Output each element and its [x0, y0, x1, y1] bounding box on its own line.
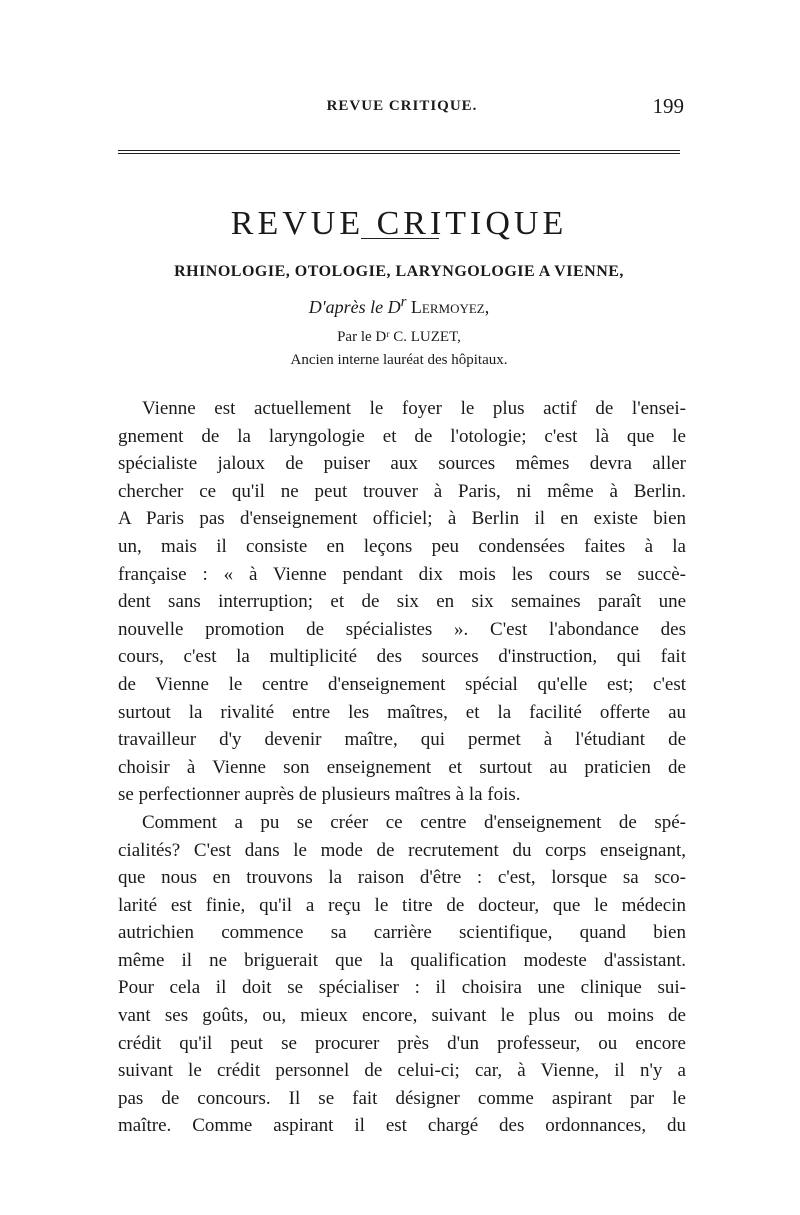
paragraph [118, 809, 686, 1140]
text-line: crédit qu'il peut se procurer près d'un professeur, ou encore [118, 1032, 686, 1054]
text-line: travailleur d'y devenir maître, qui permet à l'étudiant de [118, 729, 686, 751]
text-line: vant ses goûts, ou, mieux encore, suivant le plus ou moins de [118, 1005, 686, 1027]
text-line: autrichien commence sa carrière scientifique, quand bien [118, 922, 686, 944]
text-line: choisir à Vienne son enseignement et surtout au praticien de [118, 756, 686, 778]
text-line: surtout la rivalité entre les maîtres, et la facilité offerte au [118, 701, 686, 723]
attribution [118, 294, 680, 318]
author-affiliation: Ancien interne lauréat des hôpitaux. [290, 352, 508, 368]
text-line: se perfectionner auprès de plusieurs maîtres à la fois. [118, 784, 521, 806]
body-text [118, 395, 686, 1140]
text-line: Comment a pu se créer ce centre d'enseignement de spé- [142, 811, 686, 833]
title-rule [361, 238, 439, 239]
text-line: gnement de la laryngologie et de l'otologie; c'est là que le [118, 425, 686, 447]
article-subtitle: RHINOLOGIE, OTOLOGIE, LARYNGOLOGIE A VIENNE, [174, 263, 624, 280]
text-line: nouvelle promotion de spécialistes ». C'est l'abondance des [118, 618, 686, 640]
attribution-name: Lermoyez, [410, 297, 490, 317]
header-double-rule [118, 150, 680, 154]
text-line: Pour cela il doit se spécialiser : il choisira une clinique sui- [118, 977, 686, 999]
running-head [118, 94, 686, 124]
page-number: 199 [652, 94, 684, 118]
text-line: que nous en trouvons la raison d'être : c'est, lorsque sa sco- [118, 867, 686, 889]
text-line: française : « à Vienne pendant dix mois les cours se succè- [118, 563, 686, 585]
text-line: même il ne briguerait que la qualification modeste d'assistant. [118, 949, 686, 971]
text-line: chercher ce qu'il ne peut trouver à Paris, ni même à Berlin. [118, 480, 686, 502]
attribution-superscript: r [400, 294, 407, 310]
text-line: pas de concours. Il se fait désigner comme aspirant par le [118, 1087, 686, 1109]
text-line: larité est finie, qu'il a reçu le titre de docteur, que le médecin [118, 894, 686, 916]
running-head-title: REVUE CRITIQUE. [326, 98, 478, 114]
attribution-prefix: D'après le D [308, 297, 401, 317]
text-line: cialités? C'est dans le mode de recrutement du corps enseignant, [118, 839, 686, 861]
text-line: A Paris pas d'enseignement officiel; à Berlin il en existe bien [118, 508, 686, 530]
text-line: de Vienne le centre d'enseignement spécial qu'elle est; c'est [118, 673, 686, 695]
article-title: REVUE CRITIQUE [230, 204, 568, 242]
text-line: cours, c'est la multiplicité des sources d'instruction, qui fait [118, 646, 686, 668]
text-line: un, mais il consiste en leçons peu condensées faites à la [118, 535, 686, 557]
paragraph [118, 395, 686, 809]
text-line: suivant le crédit personnel de celui-ci; car, à Vienne, il n'y a [118, 1060, 686, 1082]
text-line: Vienne est actuellement le foyer le plus actif de l'ensei- [142, 398, 686, 419]
text-line: spécialiste jaloux de puiser aux sources mêmes devra aller [118, 453, 686, 475]
author-line: Par le Dʳ C. LUZET, [337, 329, 461, 345]
text-line: dent sans interruption; et de six en six semaines paraît une [118, 591, 686, 613]
text-line: maître. Comme aspirant il est chargé des ordonnances, du [118, 1115, 686, 1137]
